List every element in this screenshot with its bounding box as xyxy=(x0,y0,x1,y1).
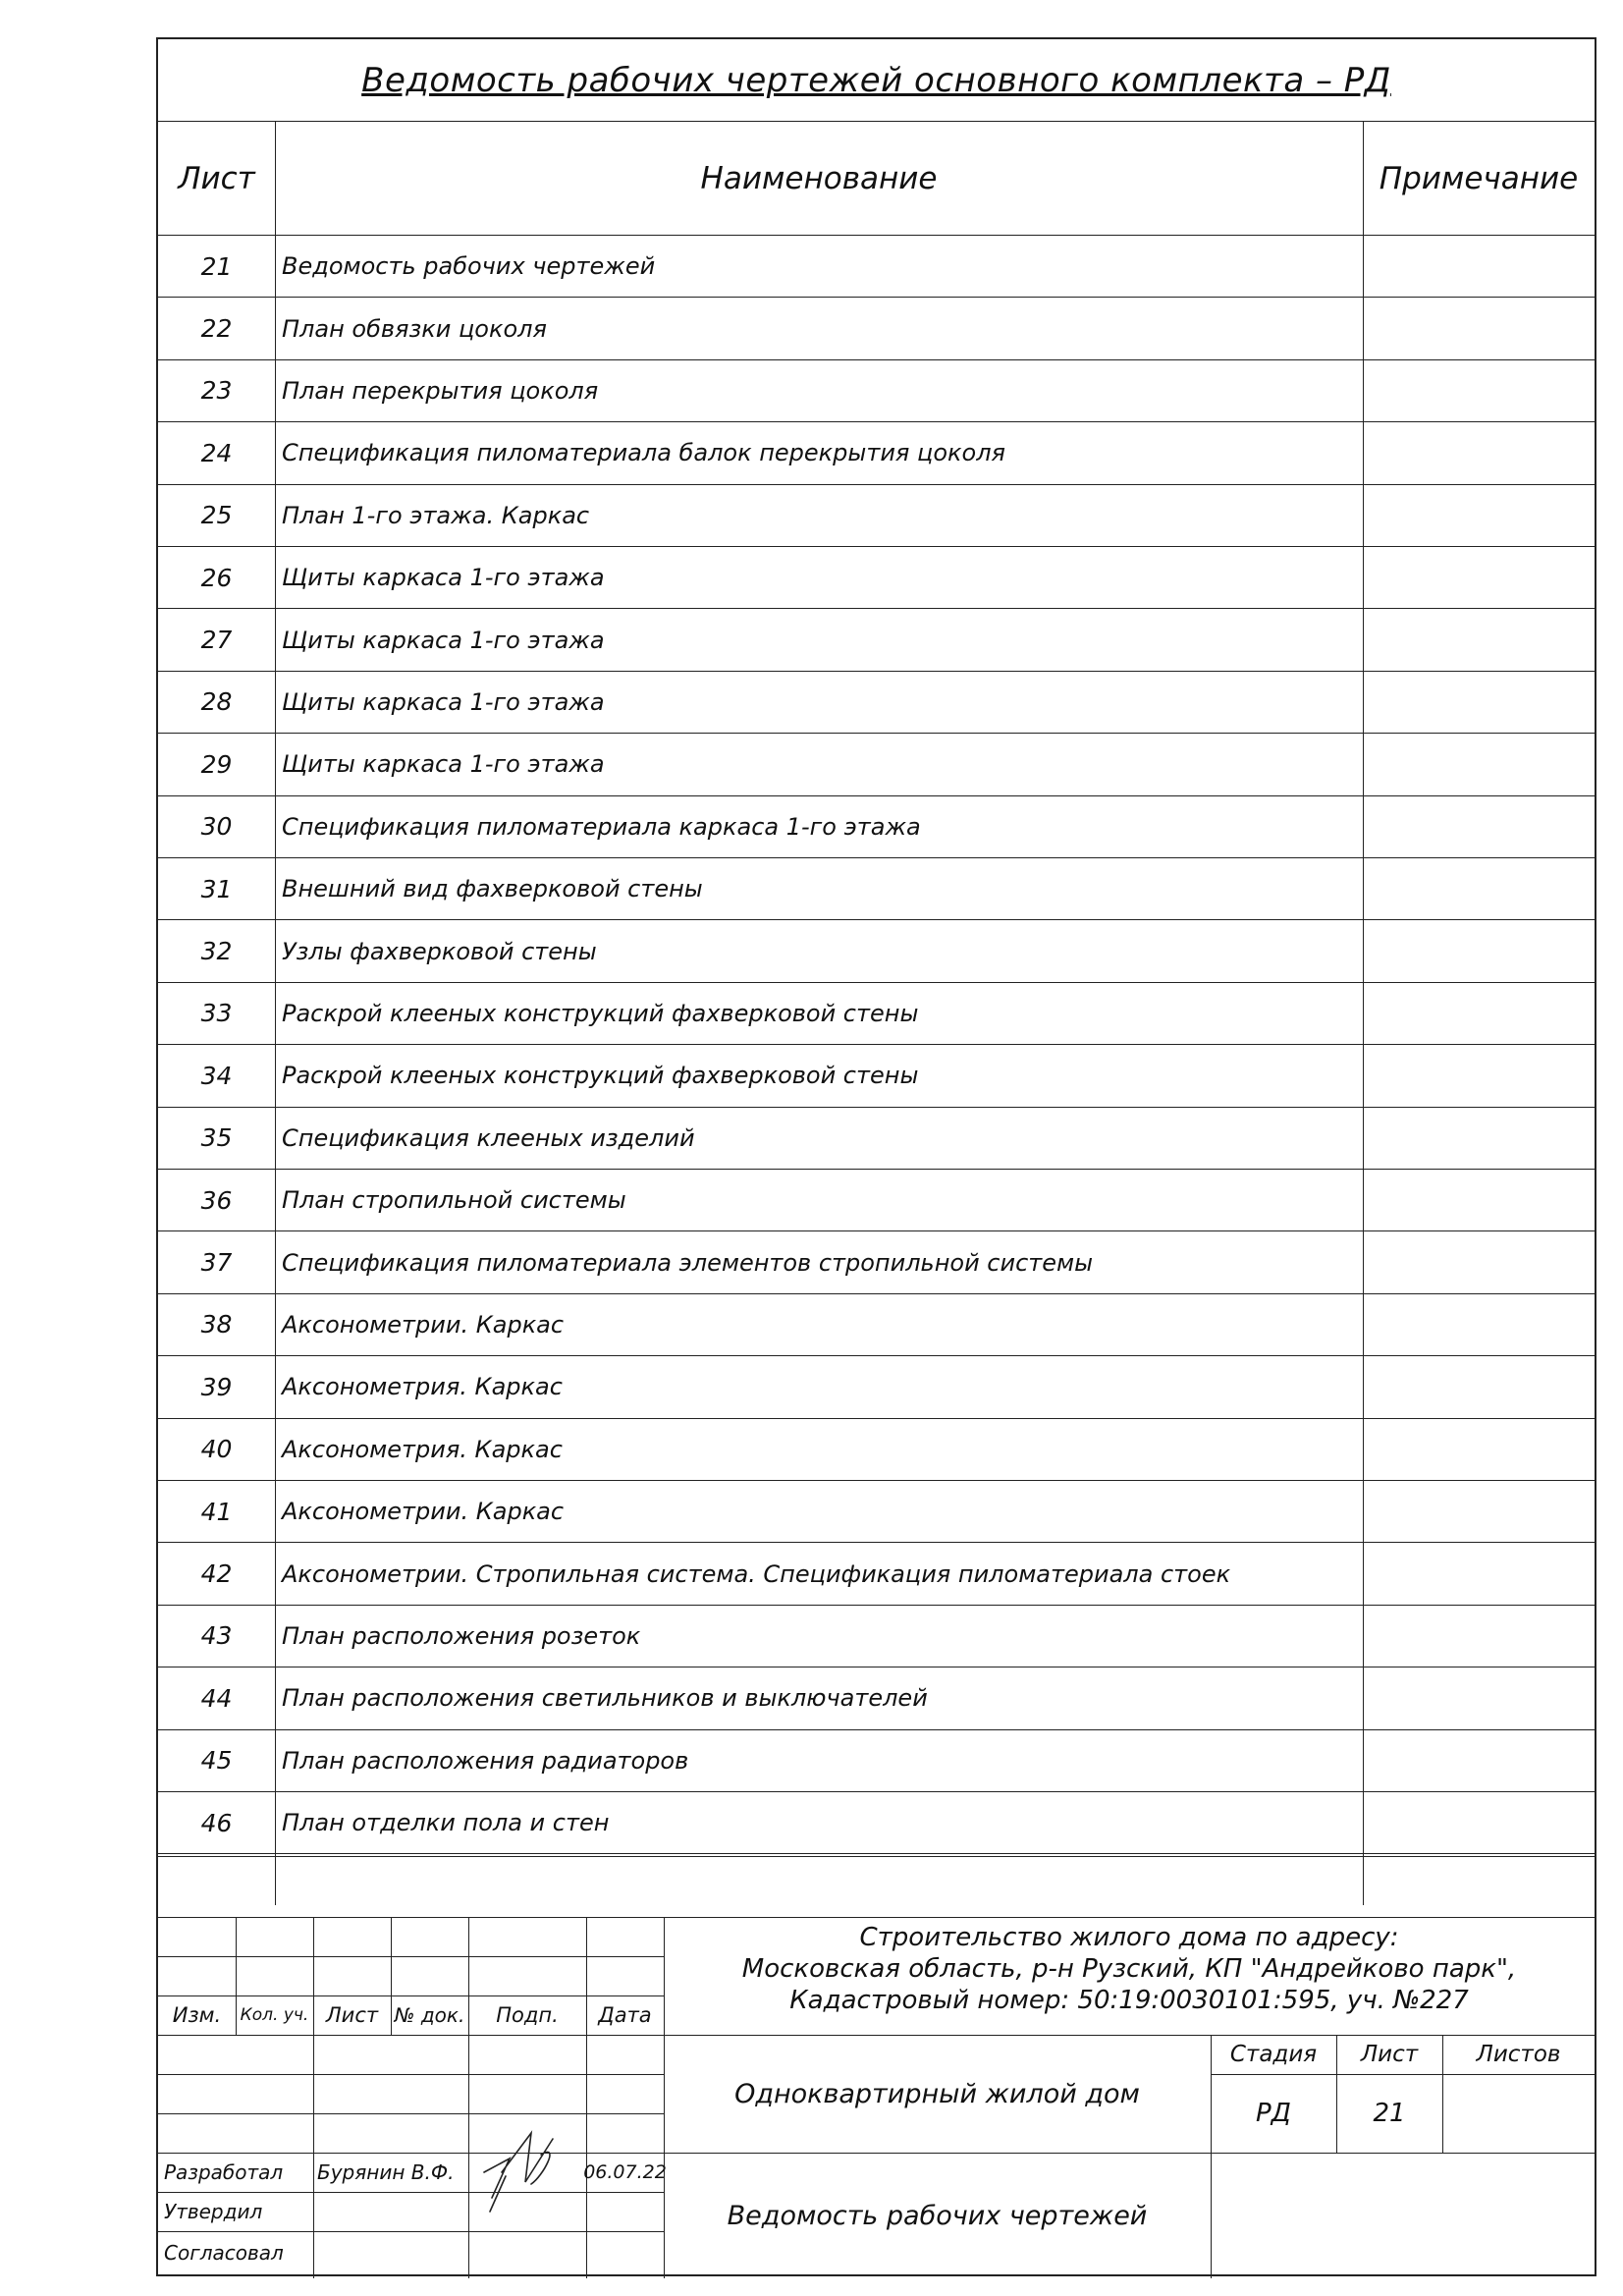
row-sheet-number: 22 xyxy=(200,314,233,344)
developer-date: 06.07.22 xyxy=(583,2161,667,2183)
col-podp: Подп. xyxy=(496,2003,559,2027)
row-sheet-number: 29 xyxy=(200,749,233,779)
row-sheet-name: Аксонометрии. Каркас xyxy=(282,1310,565,1339)
table-row xyxy=(158,485,1595,547)
stage-label: Стадия xyxy=(1229,2042,1318,2067)
table-bottom-line xyxy=(158,1856,1595,1857)
role-approved: Утвердил xyxy=(164,2200,263,2223)
table-row xyxy=(158,796,1595,858)
row-sheet-number: 26 xyxy=(200,563,233,592)
drawing-name: Ведомость рабочих чертежей xyxy=(727,2200,1148,2231)
column-header-note: Примечание xyxy=(1363,122,1595,236)
row-sheet-name: План расположения розеток xyxy=(282,1621,641,1650)
table-row xyxy=(158,236,1595,298)
row-sheet-number: 35 xyxy=(200,1123,233,1153)
table-row xyxy=(158,1108,1595,1170)
document-title: Ведомость рабочих чертежей основного комплекта – РД xyxy=(158,39,1595,122)
column-divider xyxy=(275,122,276,1905)
sheets-value xyxy=(1442,2074,1595,2153)
row-sheet-number: 34 xyxy=(200,1061,233,1090)
developer-name: Бурянин В.Ф. xyxy=(317,2160,455,2184)
sheet-value: 21 xyxy=(1373,2099,1406,2128)
table-row xyxy=(158,1045,1595,1107)
row-sheet-name: План перекрытия цоколя xyxy=(282,376,599,405)
row-sheet-name: Аксонометрия. Каркас xyxy=(282,1373,563,1401)
row-sheet-name: План расположения радиаторов xyxy=(282,1746,689,1775)
col-date: Дата xyxy=(598,2003,652,2027)
table-row xyxy=(158,1231,1595,1293)
table-row xyxy=(158,1543,1595,1605)
row-sheet-name: Ведомость рабочих чертежей xyxy=(282,252,656,281)
row-sheet-name: Спецификация пиломатериала каркаса 1-го этажа xyxy=(282,812,921,841)
table-row xyxy=(158,1667,1595,1729)
column-header-sheet: Лист xyxy=(158,122,275,236)
table-row xyxy=(158,422,1595,484)
column-divider xyxy=(1363,122,1364,1905)
role-developed: Разработал xyxy=(164,2160,284,2184)
row-sheet-name: План стропильной системы xyxy=(282,1186,626,1215)
row-sheet-number: 27 xyxy=(200,626,233,655)
table-row xyxy=(158,609,1595,671)
table-row xyxy=(158,734,1595,795)
row-sheet-name: Внешний вид фахверковой стены xyxy=(282,875,703,903)
row-sheet-number: 24 xyxy=(200,438,233,467)
col-izm: Изм. xyxy=(172,2003,222,2027)
row-sheet-number: 44 xyxy=(200,1683,233,1713)
sheet-list-table xyxy=(158,236,1595,1856)
title-block xyxy=(158,1917,1595,2278)
building-name: Одноквартирный жилой дом xyxy=(734,2078,1140,2109)
row-sheet-number: 41 xyxy=(200,1497,233,1526)
table-row xyxy=(158,983,1595,1045)
row-sheet-name: Щиты каркаса 1-го этажа xyxy=(282,750,605,779)
table-row xyxy=(158,1356,1595,1418)
column-header-name: Наименование xyxy=(275,122,1363,236)
row-sheet-name: Аксонометрия. Каркас xyxy=(282,1435,563,1463)
stage-value: РД xyxy=(1256,2099,1291,2128)
row-sheet-number: 40 xyxy=(200,1435,233,1464)
row-sheet-number: 33 xyxy=(200,999,233,1028)
table-row xyxy=(158,858,1595,920)
col-list: Лист xyxy=(325,2003,379,2027)
row-sheet-name: Спецификация пиломатериала балок перекрытия цоколя xyxy=(282,439,1005,467)
row-sheet-name: Щиты каркаса 1-го этажа xyxy=(282,687,605,716)
table-row xyxy=(158,1606,1595,1667)
row-sheet-name: Аксонометрии. Каркас xyxy=(282,1498,565,1526)
row-sheet-number: 23 xyxy=(200,376,233,406)
row-sheet-name: План отделки пола и стен xyxy=(282,1809,610,1837)
row-sheet-name: Раскрой клееных конструкций фахверковой стены xyxy=(282,1062,919,1090)
table-row xyxy=(158,1792,1595,1854)
row-sheet-number: 31 xyxy=(200,874,233,903)
row-sheet-number: 46 xyxy=(200,1808,233,1837)
row-sheet-name: План расположения светильников и выключателей xyxy=(282,1684,928,1713)
table-row xyxy=(158,547,1595,609)
row-sheet-number: 43 xyxy=(200,1621,233,1651)
row-sheet-name: Спецификация клееных изделий xyxy=(282,1123,695,1152)
table-row xyxy=(158,1481,1595,1543)
row-sheet-name: Щиты каркаса 1-го этажа xyxy=(282,564,605,592)
row-sheet-number: 21 xyxy=(200,251,233,281)
row-sheet-number: 25 xyxy=(200,501,233,530)
table-row xyxy=(158,1419,1595,1481)
row-sheet-number: 39 xyxy=(200,1372,233,1401)
address-line-3: Кадастровый номер: 50:19:0030101:595, уч. №227 xyxy=(789,1986,1469,2015)
address-line-1: Строительство жилого дома по адресу: xyxy=(859,1923,1399,1952)
row-sheet-name: Щиты каркаса 1-го этажа xyxy=(282,626,605,654)
row-sheet-number: 45 xyxy=(200,1746,233,1776)
table-row xyxy=(158,360,1595,422)
row-sheet-number: 37 xyxy=(200,1248,233,1278)
row-sheet-number: 38 xyxy=(200,1310,233,1339)
row-sheet-name: План обвязки цоколя xyxy=(282,314,547,343)
row-sheet-name: Узлы фахверковой стены xyxy=(282,937,597,965)
row-sheet-number: 36 xyxy=(200,1185,233,1215)
table-row xyxy=(158,1294,1595,1356)
row-sheet-name: Аксонометрии. Стропильная система. Спецификация пиломатериала стоек xyxy=(282,1559,1231,1588)
row-sheet-name: План 1-го этажа. Каркас xyxy=(282,501,590,529)
table-row xyxy=(158,920,1595,982)
address-line-2: Московская область, р-н Рузский, КП "Андрейково парк", xyxy=(741,1954,1517,1984)
row-sheet-number: 28 xyxy=(200,687,233,717)
table-row xyxy=(158,1730,1595,1792)
table-row xyxy=(158,1170,1595,1231)
col-doc: № док. xyxy=(394,2003,465,2027)
col-kol: Кол. уч. xyxy=(240,2005,309,2025)
sheet-label: Лист xyxy=(1360,2042,1419,2067)
developer-signature xyxy=(470,2125,586,2215)
row-sheet-name: Спецификация пиломатериала элементов стропильной системы xyxy=(282,1248,1094,1277)
sheets-label: Листов xyxy=(1476,2042,1561,2067)
role-agreed: Согласовал xyxy=(164,2241,284,2265)
row-sheet-number: 30 xyxy=(200,812,233,842)
row-sheet-number: 42 xyxy=(200,1559,233,1589)
row-sheet-name: Раскрой клееных конструкций фахверковой стены xyxy=(282,999,919,1027)
row-sheet-number: 32 xyxy=(200,937,233,966)
table-row xyxy=(158,672,1595,734)
table-row xyxy=(158,298,1595,359)
drawing-sheet xyxy=(156,37,1596,2276)
